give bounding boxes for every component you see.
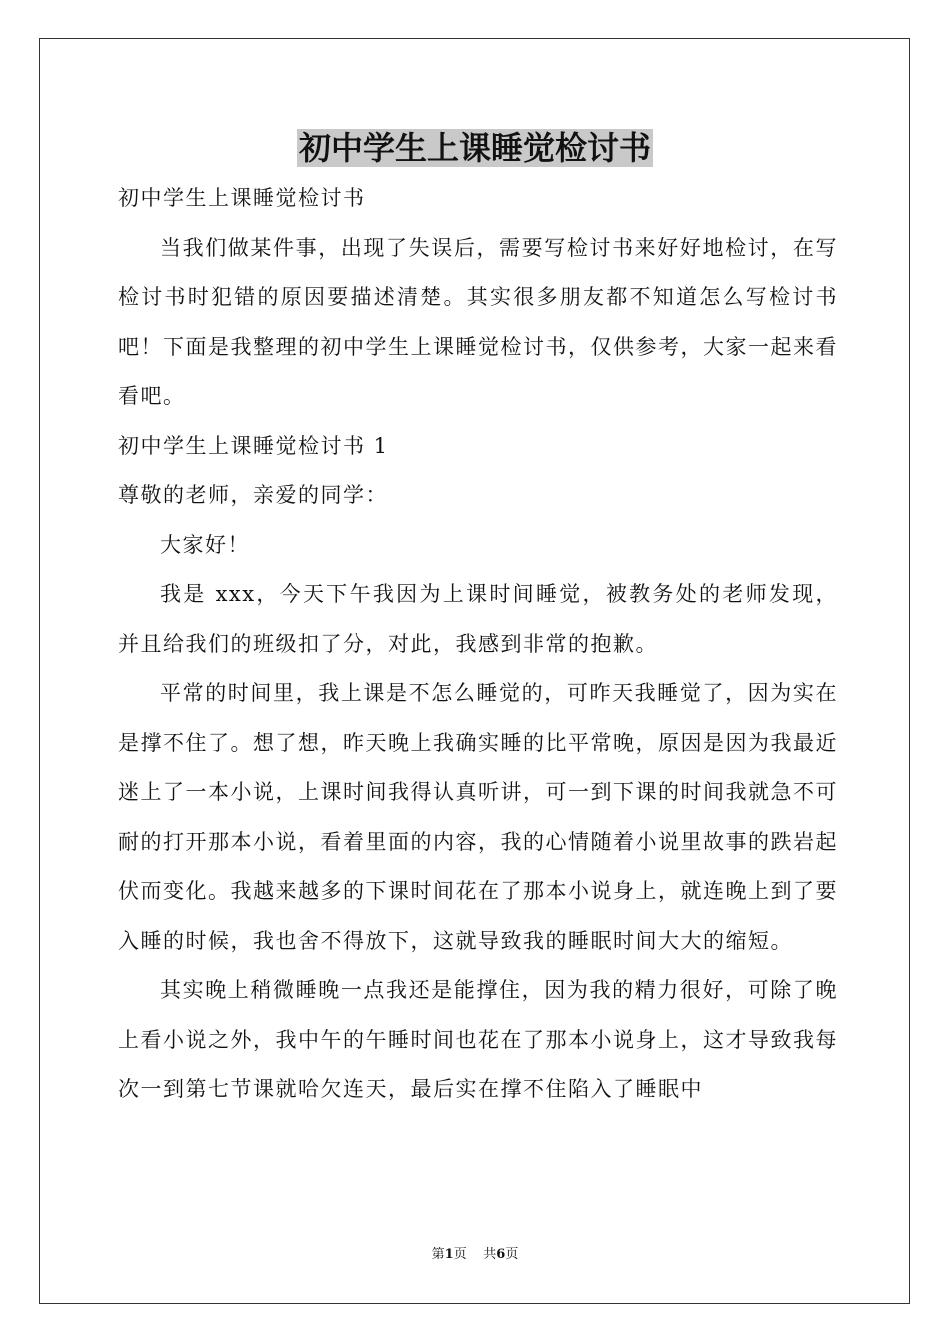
paragraph-greeting: 大家好！: [160, 532, 250, 557]
paragraph-salutation: 尊敬的老师，亲爱的同学：: [118, 483, 388, 507]
paragraph-body-2: 平常的时间里，我上课是不怎么睡觉的，可昨天我睡觉了，因为实在是撑不住了。想了想，昨天晚上我确实睡的比平常晚，原因是因为我最近迷上了一本小说，上课时间我得认真听讲，可一到下课的时间我就急不可耐的打开那本小说，看着里面的内容，我的心情随着小说里故事的跌岩起伏而变化。我越来越多的下课时间花在了那本小说身上，就连晚上到了要入睡的时候，我也舍不得放下，这就导致我的睡眠时间大大的缩短。: [118, 681, 838, 953]
paragraph-section-heading: 初中学生上课睡觉检讨书 1: [118, 433, 389, 458]
page-footer: [0, 1246, 950, 1264]
footer-page-suffix: 页: [453, 1247, 467, 1262]
footer-total-suffix: 页: [505, 1247, 519, 1262]
paragraph-intro: 当我们做某件事，出现了失误后，需要写检讨书来好好地检讨，在写检讨书时犯错的原因要描述清楚。其实很多朋友都不知道怎么写检讨书吧！下面是我整理的初中学生上课睡觉检讨书，仅供参考，大家一起来看看吧。: [118, 235, 838, 408]
document-body: [118, 174, 838, 1115]
footer-page-prefix: 第: [431, 1247, 445, 1262]
footer-total-prefix: 共: [483, 1247, 497, 1262]
paragraph-subtitle: 初中学生上课睡觉检讨书: [118, 186, 366, 210]
paragraph-body-3: 其实晚上稍微睡晚一点我还是能撑住，因为我的精力很好，可除了晚上看小说之外，我中午的午睡时间也花在了那本小说身上，这才导致我每次一到第七节课就哈欠连天，最后实在撑不住陷入了睡眠中: [118, 978, 838, 1101]
document-title-text: 初中学生上课睡觉检讨书: [298, 129, 651, 167]
document-title: [0, 126, 950, 170]
footer-page-total: 6: [496, 1247, 506, 1262]
footer-page-current: 1: [444, 1247, 454, 1262]
paragraph-body-1: 我是 xxx，今天下午我因为上课时间睡觉，被教务处的老师发现，并且给我们的班级扣了分，对此，我感到非常的抱歉。: [118, 582, 838, 656]
